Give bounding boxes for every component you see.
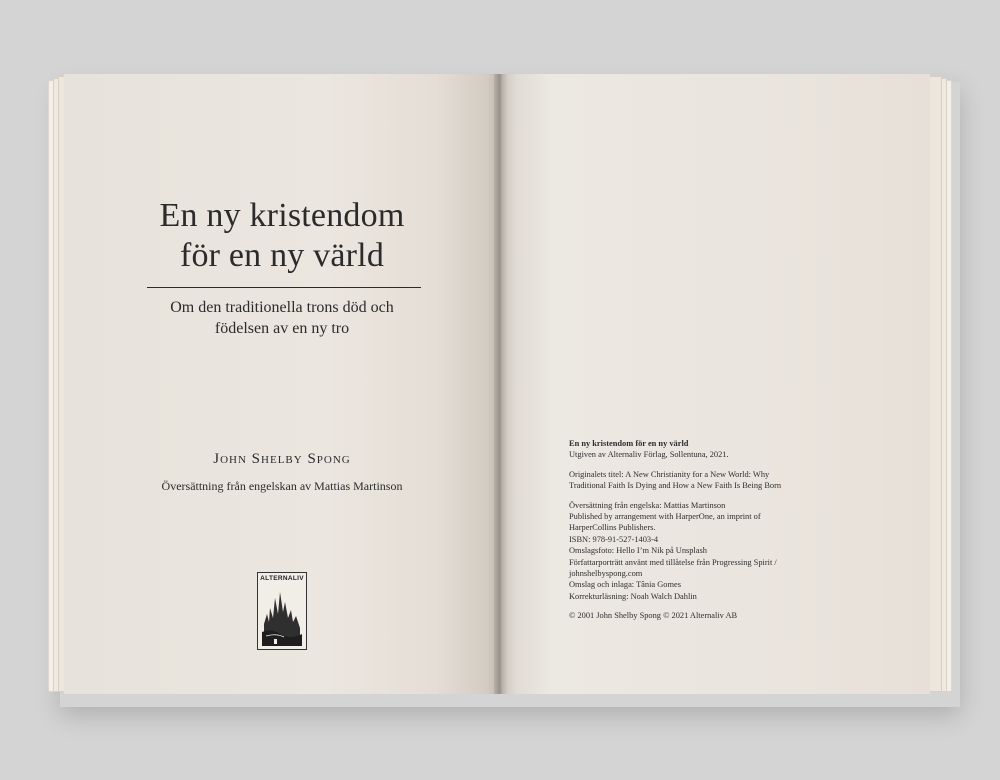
imprint-block	[569, 438, 819, 622]
book-spine	[494, 74, 508, 694]
book-subtitle	[64, 297, 500, 339]
imprint-line: Författarporträtt använt med tillåtelse från Progressing Spirit /	[569, 557, 777, 567]
imprint-title: En ny kristendom för en ny värld	[569, 439, 689, 448]
title-line: En ny kristendom	[159, 197, 405, 234]
logo-text: ALTERNALIV	[260, 575, 304, 582]
title-divider	[147, 287, 421, 288]
publisher-logo	[257, 572, 307, 650]
title-line: för en ny värld	[179, 237, 385, 274]
imprint-line: Omslag och inlaga: Tânia Gomes	[569, 580, 681, 590]
translator-credit: Översättning från engelskan av Mattias Martinson	[161, 479, 403, 493]
subtitle-line: födelsen av en ny tro	[214, 320, 350, 337]
imprint-line: ISBN: 978-91-527-1403-4	[569, 534, 659, 544]
author-name: John Shelby Spong	[213, 451, 351, 467]
subtitle-line: Om den traditionella trons död och	[170, 299, 394, 316]
book-title	[64, 196, 500, 276]
copyright-line: © 2001 John Shelby Spong © 2021 Alternaliv AB	[569, 611, 738, 621]
imprint-line: Översättning från engelska: Mattias Martinson	[569, 500, 726, 510]
imprint-line: HarperCollins Publishers.	[569, 523, 656, 533]
forest-icon	[260, 584, 304, 646]
imprint-line: Utgiven av Alternaliv Förlag, Sollentuna, 2021.	[569, 450, 729, 460]
imprint-line: Originalets titel: A New Christianity for a New World: Why	[569, 469, 770, 479]
imprint-line: Omslagsfoto: Hello I’m Nik på Unsplash	[569, 546, 707, 556]
imprint-line: Korrekturläsning: Noah Walch Dahlin	[569, 591, 697, 601]
imprint-line: Published by arrangement with HarperOne, an imprint of	[569, 512, 761, 522]
imprint-line: johnshelbyspong.com	[569, 569, 643, 579]
imprint-line: Traditional Faith Is Dying and How a New Faith Is Being Born	[569, 481, 782, 491]
